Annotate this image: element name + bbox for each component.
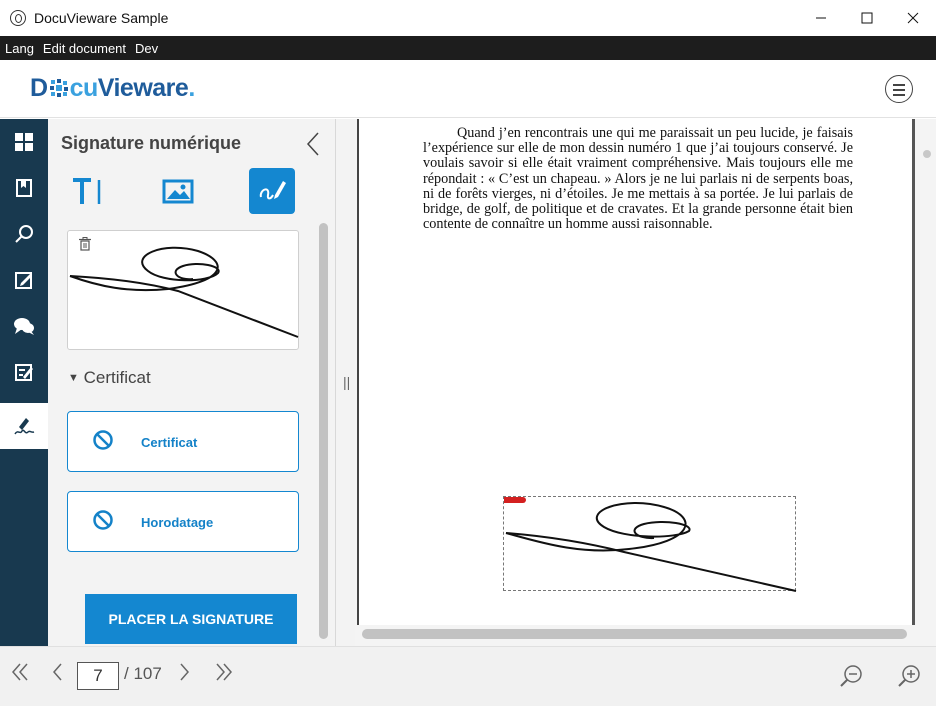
collapse-panel-icon[interactable]: [306, 131, 320, 164]
certificate-section-header[interactable]: [68, 368, 151, 388]
drawn-signature: [68, 231, 300, 351]
prohibited-icon: [92, 509, 114, 531]
signature-panel: [48, 119, 335, 646]
placed-signature: [504, 497, 797, 592]
page-total: / 107: [124, 664, 162, 683]
certificate-button-label: Certificat: [141, 435, 198, 450]
page-number-input[interactable]: 7: [77, 662, 119, 690]
window-title: DocuVieware Sample: [34, 10, 169, 26]
panel-scrollbar[interactable]: [319, 223, 328, 639]
previous-page-icon[interactable]: [50, 661, 64, 689]
menu-lang[interactable]: Lang: [5, 40, 34, 56]
thumbnails-icon[interactable]: [0, 119, 48, 165]
page-navigation-bar: [0, 646, 936, 706]
place-signature-button[interactable]: PLACER LA SIGNATURE: [85, 594, 297, 644]
close-button[interactable]: [890, 0, 936, 36]
comments-icon[interactable]: [0, 303, 48, 349]
first-page-icon[interactable]: [10, 661, 30, 689]
app-icon: [10, 10, 26, 26]
page-paragraph: Quand j’en rencontrais une qui me paraissait un peu lucide, je faisais l’expérience sur elle de mon dessin numéro 1 que j’ai toujours conservé. Je voulais savoir si elle était vraiment compréhensive. Mais toujours elle me répondait : « C’est un chapeau. » Alors je ne lui parlais ni de serpents boas, ni de forêts vierges, ni d’étoiles. Je me mettais à sa portée. Je lui parlais de bridge, de golf, de politique et de cravates. Et la grande personne était bien contente de connaître un homme aussi raisonnable.: [423, 125, 853, 233]
menu-bar: [0, 36, 936, 60]
vertical-scroll-indicator[interactable]: [923, 150, 931, 158]
search-icon[interactable]: [0, 211, 48, 257]
maximize-button[interactable]: [844, 0, 890, 36]
certificate-section-label: Certificat: [83, 368, 151, 387]
annotate-icon[interactable]: [0, 257, 48, 303]
menu-dev[interactable]: Dev: [135, 40, 159, 56]
document-page: [357, 119, 915, 625]
certificate-button[interactable]: [67, 411, 299, 472]
last-page-icon[interactable]: [214, 661, 234, 689]
logo-dots-icon: [49, 76, 69, 96]
bookmark-icon[interactable]: [0, 165, 48, 211]
splitter-grip-icon: ||: [343, 374, 351, 390]
docuvieware-logo: D cuVieware.: [30, 74, 195, 102]
panel-title: Signature numérique: [61, 133, 242, 153]
left-toolbar: [0, 119, 48, 646]
placed-signature-field[interactable]: [503, 496, 796, 591]
timestamp-button[interactable]: [67, 491, 299, 552]
zoom-in-icon[interactable]: [896, 663, 922, 694]
title-bar: [0, 0, 936, 36]
text-signature-icon[interactable]: [64, 168, 110, 214]
document-viewer: [355, 119, 936, 646]
hamburger-menu-icon[interactable]: [885, 75, 913, 103]
signature-drawing-area[interactable]: [67, 230, 299, 350]
menu-edit-document[interactable]: Edit document: [42, 40, 127, 56]
minimize-button[interactable]: [798, 0, 844, 36]
app-header: [0, 60, 936, 118]
next-page-icon[interactable]: [178, 661, 192, 689]
horizontal-scrollbar[interactable]: [362, 629, 907, 639]
image-signature-icon[interactable]: [155, 168, 201, 214]
timestamp-button-label: Horodatage: [141, 515, 214, 530]
caret-down-icon: ▼: [68, 372, 79, 384]
draw-signature-icon[interactable]: [249, 168, 295, 214]
zoom-out-icon[interactable]: [838, 663, 864, 694]
panel-splitter[interactable]: [335, 119, 355, 646]
signature-icon[interactable]: [0, 403, 48, 449]
form-icon[interactable]: [0, 349, 48, 395]
prohibited-icon: [92, 429, 114, 451]
